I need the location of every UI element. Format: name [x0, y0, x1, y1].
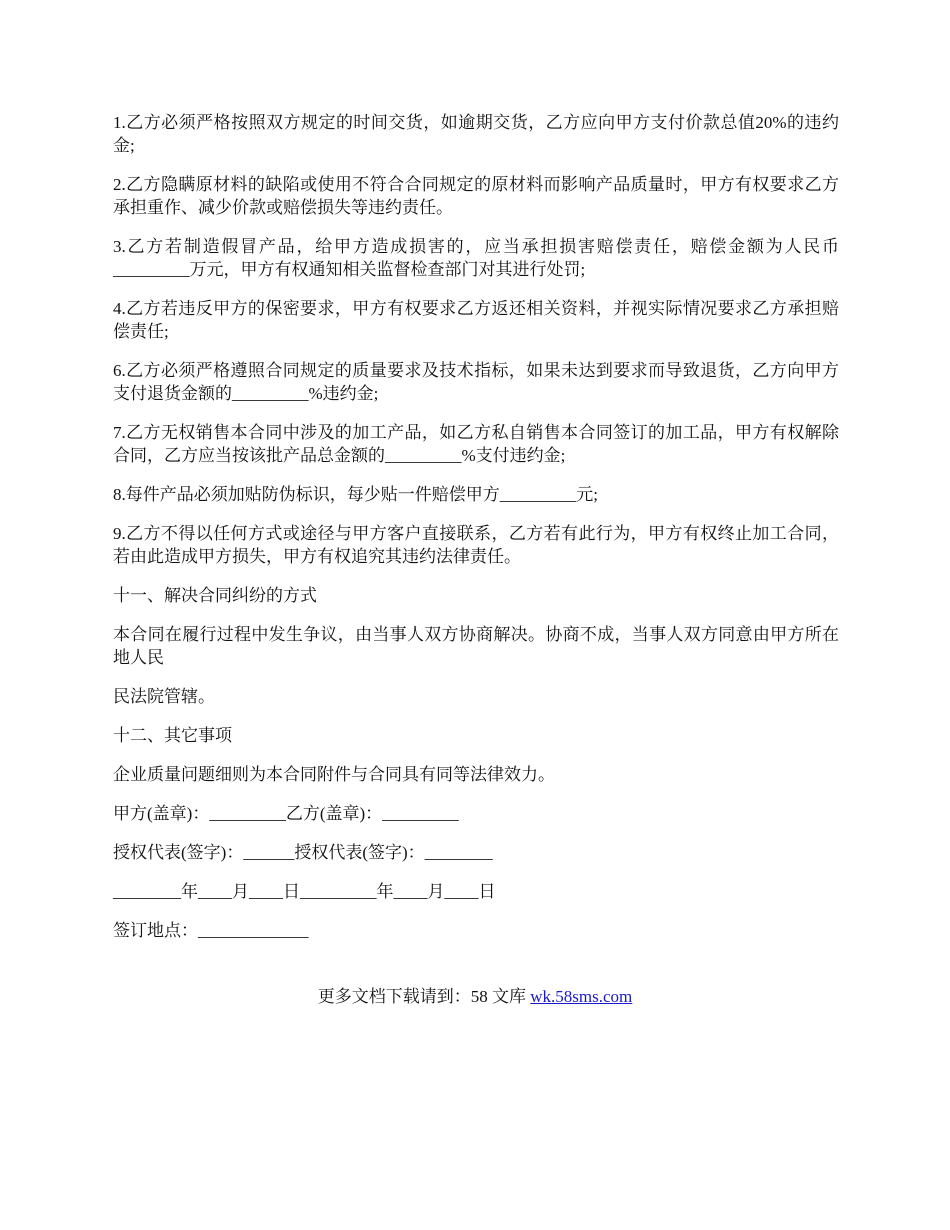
section-heading-other: 十二、其它事项	[113, 726, 232, 745]
signing-location-line: 签订地点：_____________	[113, 921, 309, 940]
clause-no-direct-contact: 9.乙方不得以任何方式或途径与甲方客户直接联系，乙方若有此行为，甲方有权终止加工合同，若由此造成甲方损失，甲方有权追究其违约法律责任。	[113, 524, 839, 566]
footer	[0, 985, 950, 1008]
section-heading-disputes: 十一、解决合同纠纷的方式	[113, 586, 317, 605]
clause-material-defects: 2.乙方隐瞒原材料的缺陷或使用不符合合同规定的原材料而影响产品质量时，甲方有权要求乙方承担重作、减少价款或赔偿损失等违约责任。	[113, 175, 839, 217]
clause-anti-counterfeit-label: 8.每件产品必须加贴防伪标识，每少贴一件赔偿甲方_________元;	[113, 485, 598, 504]
clause-overdue-delivery: 1.乙方必须严格按照双方规定的时间交货，如逾期交货，乙方应向甲方支付价款总值20%的违约金;	[113, 113, 839, 155]
clause-counterfeit-products: 3.乙方若制造假冒产品，给甲方造成损害的，应当承担损害赔偿责任，赔偿金额为人民币_________万元，甲方有权通知相关监督检查部门对其进行处罚;	[113, 237, 839, 279]
dispute-resolution-continuation: 民法院管辖。	[113, 687, 215, 706]
dispute-resolution-text: 本合同在履行过程中发生争议，由当事人双方协商解决。协商不成，当事人双方同意由甲方所在地人民	[113, 625, 839, 667]
footer-text: 更多文档下载请到：58 文库	[317, 987, 531, 1006]
clause-confidentiality: 4.乙方若违反甲方的保密要求，甲方有权要求乙方返还相关资料，并视实际情况要求乙方承担赔偿责任;	[113, 299, 839, 341]
clause-no-sales: 7.乙方无权销售本合同中涉及的加工产品，如乙方私自销售本合同签订的加工品，甲方有权解除合同，乙方应当按该批产品总金额的_________%支付违约金;	[113, 423, 839, 465]
signature-seal-line: 甲方(盖章)：_________乙方(盖章)：_________	[113, 804, 459, 823]
signature-representative-line: 授权代表(签字)：______授权代表(签字)：________	[113, 843, 493, 862]
footer-link[interactable]: wk.58sms.com	[530, 987, 633, 1006]
document-body	[113, 111, 839, 958]
other-matters-text: 企业质量问题细则为本合同附件与合同具有同等法律效力。	[113, 765, 555, 784]
clause-quality-requirements: 6.乙方必须严格遵照合同规定的质量要求及技术指标，如果未达到要求而导致退货，乙方向甲方支付退货金额的_________%违约金;	[113, 361, 839, 403]
signature-date-line: ________年____月____日_________年____月____日	[113, 882, 496, 901]
